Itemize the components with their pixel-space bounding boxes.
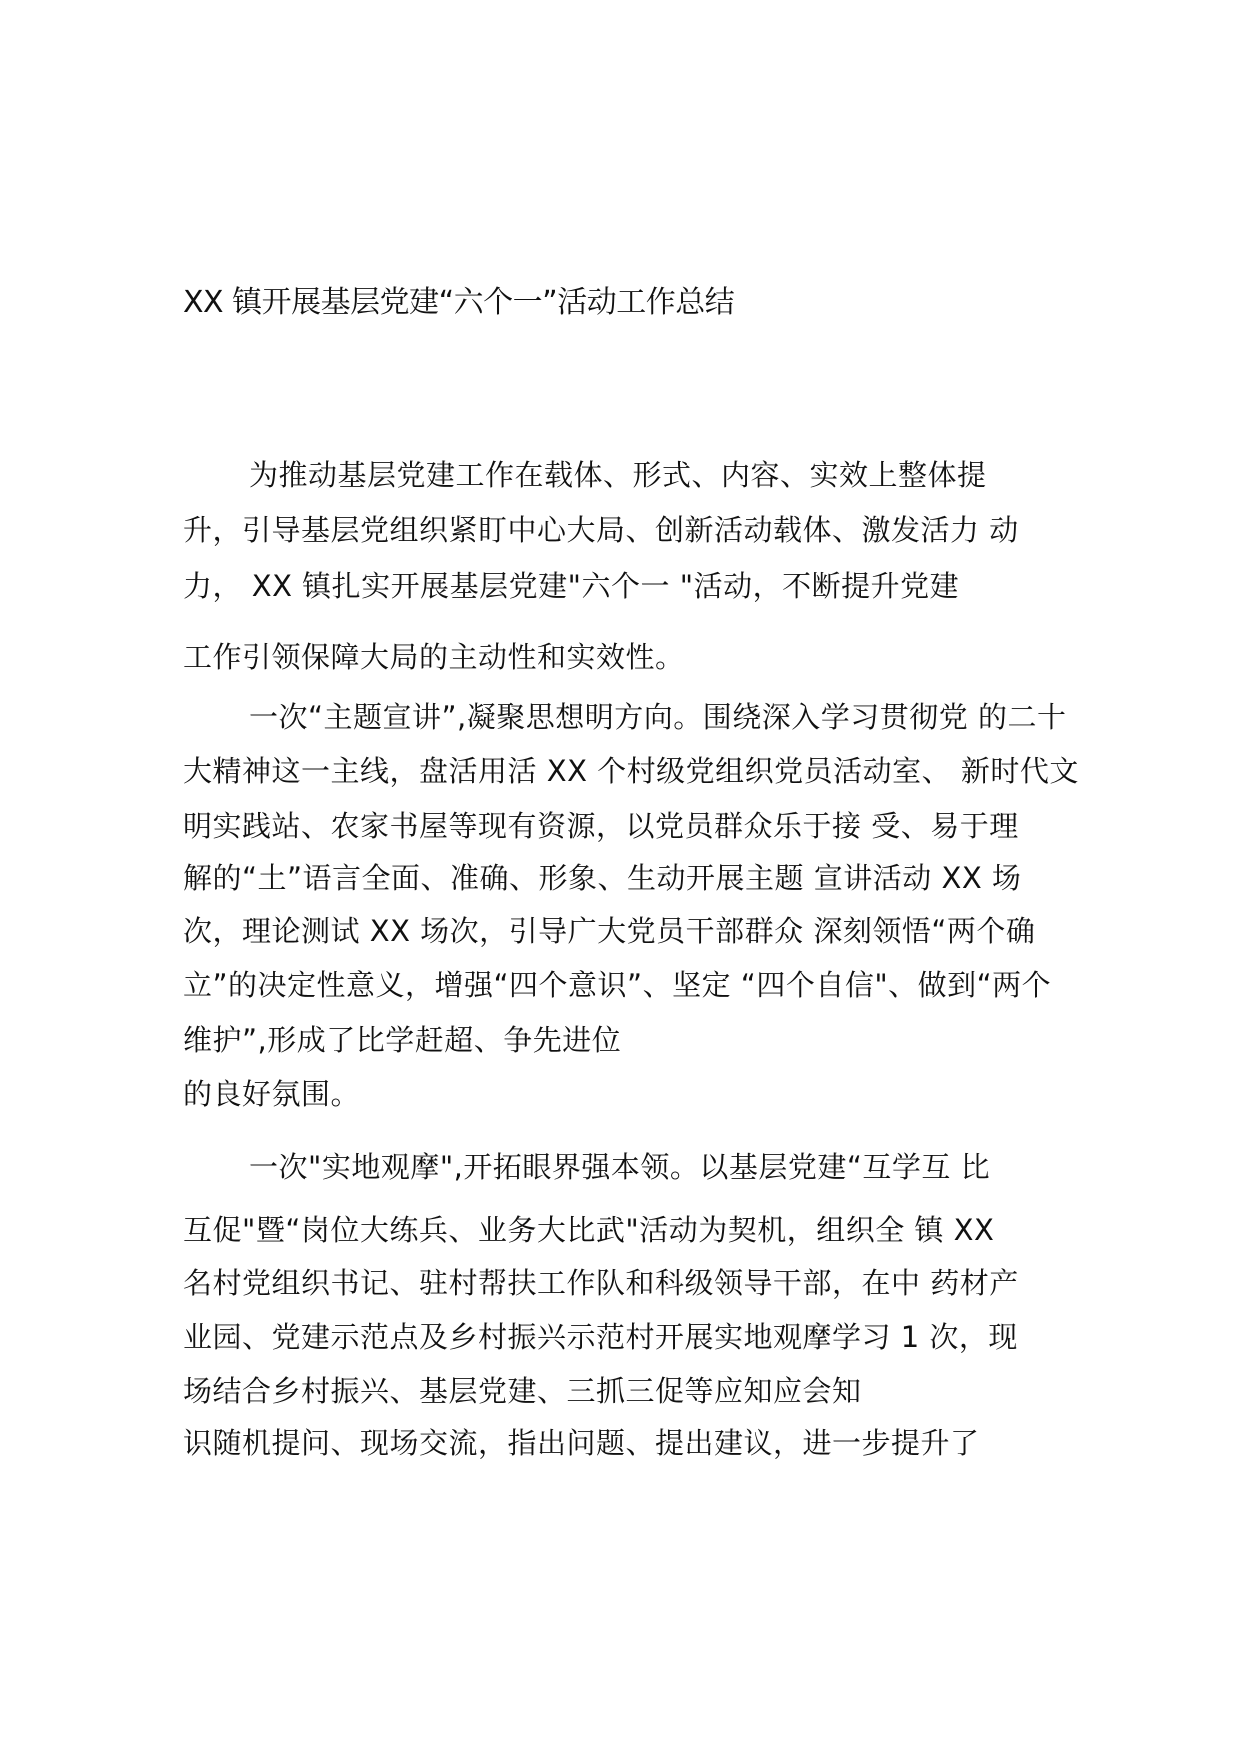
paragraph-line: 名村党组织书记、驻村帮扶工作队和科级领导干部，在中 药材产	[183, 1266, 1019, 1300]
paragraph-line: 为推动基层党建工作在载体、形式、内容、实效上整体提	[249, 458, 987, 492]
paragraph-line: 工作引领保障大局的主动性和实效性。	[183, 640, 685, 674]
document-title: XX 镇开展基层党建“六个一”活动工作总结	[183, 285, 735, 320]
paragraph-line: 解的“土”语言全面、准确、形象、生动开展主题 宣讲活动 XX 场	[183, 861, 1022, 895]
paragraph-line: 维护”,形成了比学赶超、争先进位	[183, 1023, 622, 1057]
paragraph-line: 力， XX 镇扎实开展基层党建"六个一 "活动，不断提升党建	[183, 569, 960, 603]
paragraph-line: 互促"暨“岗位大练兵、业务大比武"活动为契机，组织全 镇 XX	[183, 1213, 995, 1247]
paragraph-line: 识随机提问、现场交流，指出问题、提出建议，进一步提升了	[183, 1426, 980, 1460]
paragraph-line: 大精神这一主线，盘活用活 XX 个村级党组织党员活动室、 新时代文	[183, 754, 1079, 788]
paragraph-line: 一次"实地观摩",开拓眼界强本领。以基层党建“互学互 比	[249, 1150, 991, 1184]
paragraph-line: 场结合乡村振兴、基层党建、三抓三促等应知应会知	[183, 1374, 862, 1408]
paragraph-line: 业园、党建示范点及乡村振兴示范村开展实地观摩学习 1 次，现	[183, 1320, 1018, 1354]
paragraph-line: 升，引导基层党组织紧盯中心大局、创新活动载体、激发活力 动	[183, 513, 1019, 547]
paragraph-line: 的良好氛围。	[183, 1077, 361, 1111]
paragraph-line: 次，理论测试 XX 场次，引导广大党员干部群众 深刻领悟“两个确	[183, 914, 1036, 948]
paragraph-line: 明实践站、农家书屋等现有资源，以党员群众乐于接 受、易于理	[183, 809, 1019, 843]
paragraph-line: 立”的决定性意义，增强“四个意识”、坚定 “四个自信"、做到“两个	[183, 968, 1052, 1002]
paragraph-line: 一次“主题宣讲”,凝聚思想明方向。围绕深入学习贯彻党 的二十	[249, 700, 1067, 734]
